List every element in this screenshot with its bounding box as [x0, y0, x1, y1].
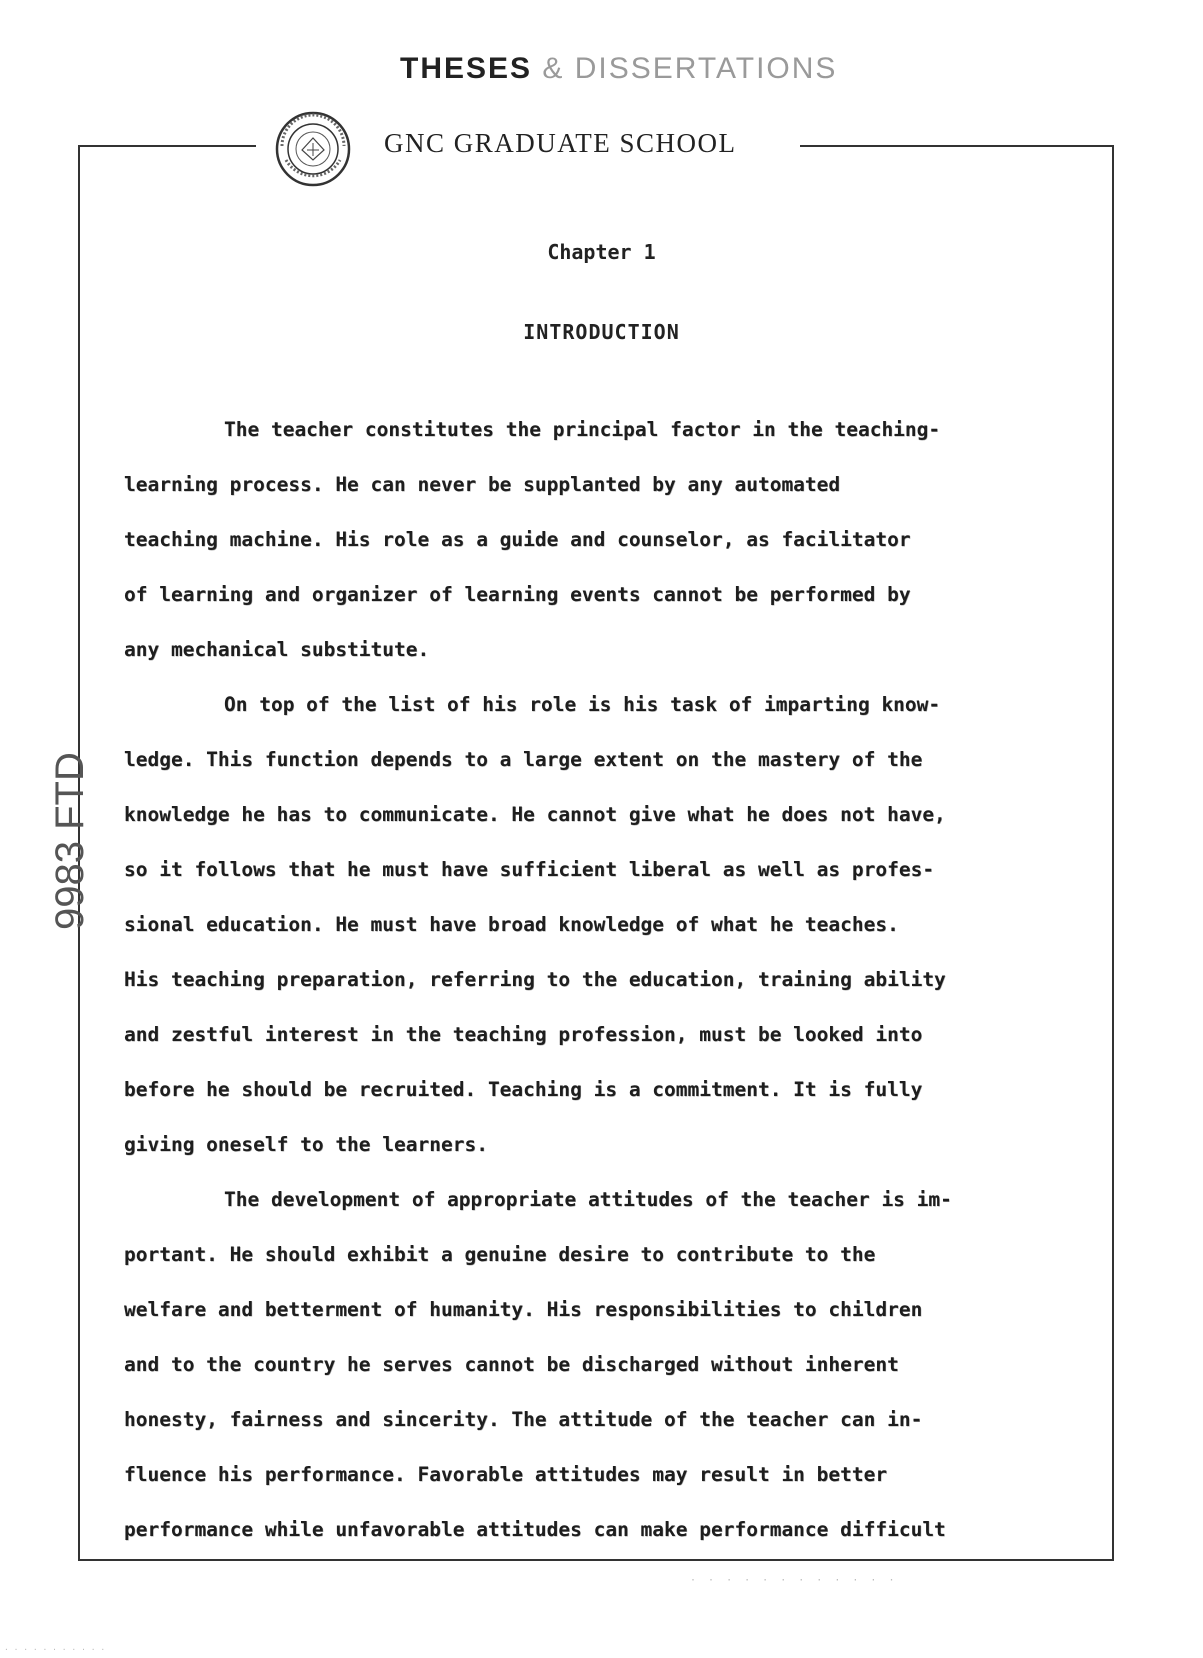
text-line: fluence his performance. Favorable attitudes may result in better — [124, 1463, 888, 1486]
text-line: honesty, fairness and sincerity. The attitude of the teacher can in- — [124, 1408, 923, 1431]
scan-noise-bottom: · · · · · · · · · · · — [4, 1645, 106, 1654]
section-heading: INTRODUCTION — [523, 320, 680, 344]
text-line: and to the country he serves cannot be discharged without inherent — [124, 1353, 899, 1376]
body-text — [124, 402, 1104, 1557]
text-line: welfare and betterment of humanity. His responsibilities to children — [124, 1298, 923, 1321]
text-line: knowledge he has to communicate. He cannot give what he does not have, — [124, 803, 946, 826]
text-line: portant. He should exhibit a genuine desire to contribute to the — [124, 1243, 876, 1266]
school-name: GNC GRADUATE SCHOOL — [384, 128, 737, 158]
text-line: learning process. He can never be supplanted by any automated — [124, 473, 841, 496]
text-line: of learning and organizer of learning events cannot be performed by — [124, 583, 911, 606]
text-line: The teacher constitutes the principal factor in the teaching- — [224, 418, 941, 441]
text-line: so it follows that he must have sufficient liberal as well as profes- — [124, 858, 935, 881]
text-line: sional education. He must have broad knowledge of what he teaches. — [124, 913, 899, 936]
handwritten-call-number: 9983 FTD — [48, 752, 92, 930]
text-line: His teaching preparation, referring to the education, training ability — [124, 968, 946, 991]
frame-top-left-rule — [78, 145, 256, 147]
college-seal-icon — [274, 110, 352, 188]
scan-noise-footer: · · · · · · · · · · · · — [690, 1575, 898, 1586]
stamp-faded-text: & DISSERTATIONS — [542, 52, 838, 85]
stamp-text: THESES — [400, 52, 533, 85]
text-line: any mechanical substitute. — [124, 638, 430, 661]
text-line: ledge. This function depends to a large extent on the mastery of the — [124, 748, 923, 771]
text-line: performance while unfavorable attitudes can make performance difficult — [124, 1518, 946, 1541]
text-line: before he should be recruited. Teaching is a commitment. It is fully — [124, 1078, 923, 1101]
text-line: and zestful interest in the teaching profession, must be looked into — [124, 1023, 923, 1046]
chapter-label: Chapter 1 — [547, 240, 656, 264]
frame-top-right-rule — [800, 145, 1114, 147]
text-line: On top of the list of his role is his task of imparting know- — [224, 693, 941, 716]
text-line: The development of appropriate attitudes of the teacher is im- — [224, 1188, 952, 1211]
text-line: giving oneself to the learners. — [124, 1133, 488, 1156]
text-line: teaching machine. His role as a guide and counselor, as facilitator — [124, 528, 911, 551]
theses-stamp — [400, 52, 837, 86]
